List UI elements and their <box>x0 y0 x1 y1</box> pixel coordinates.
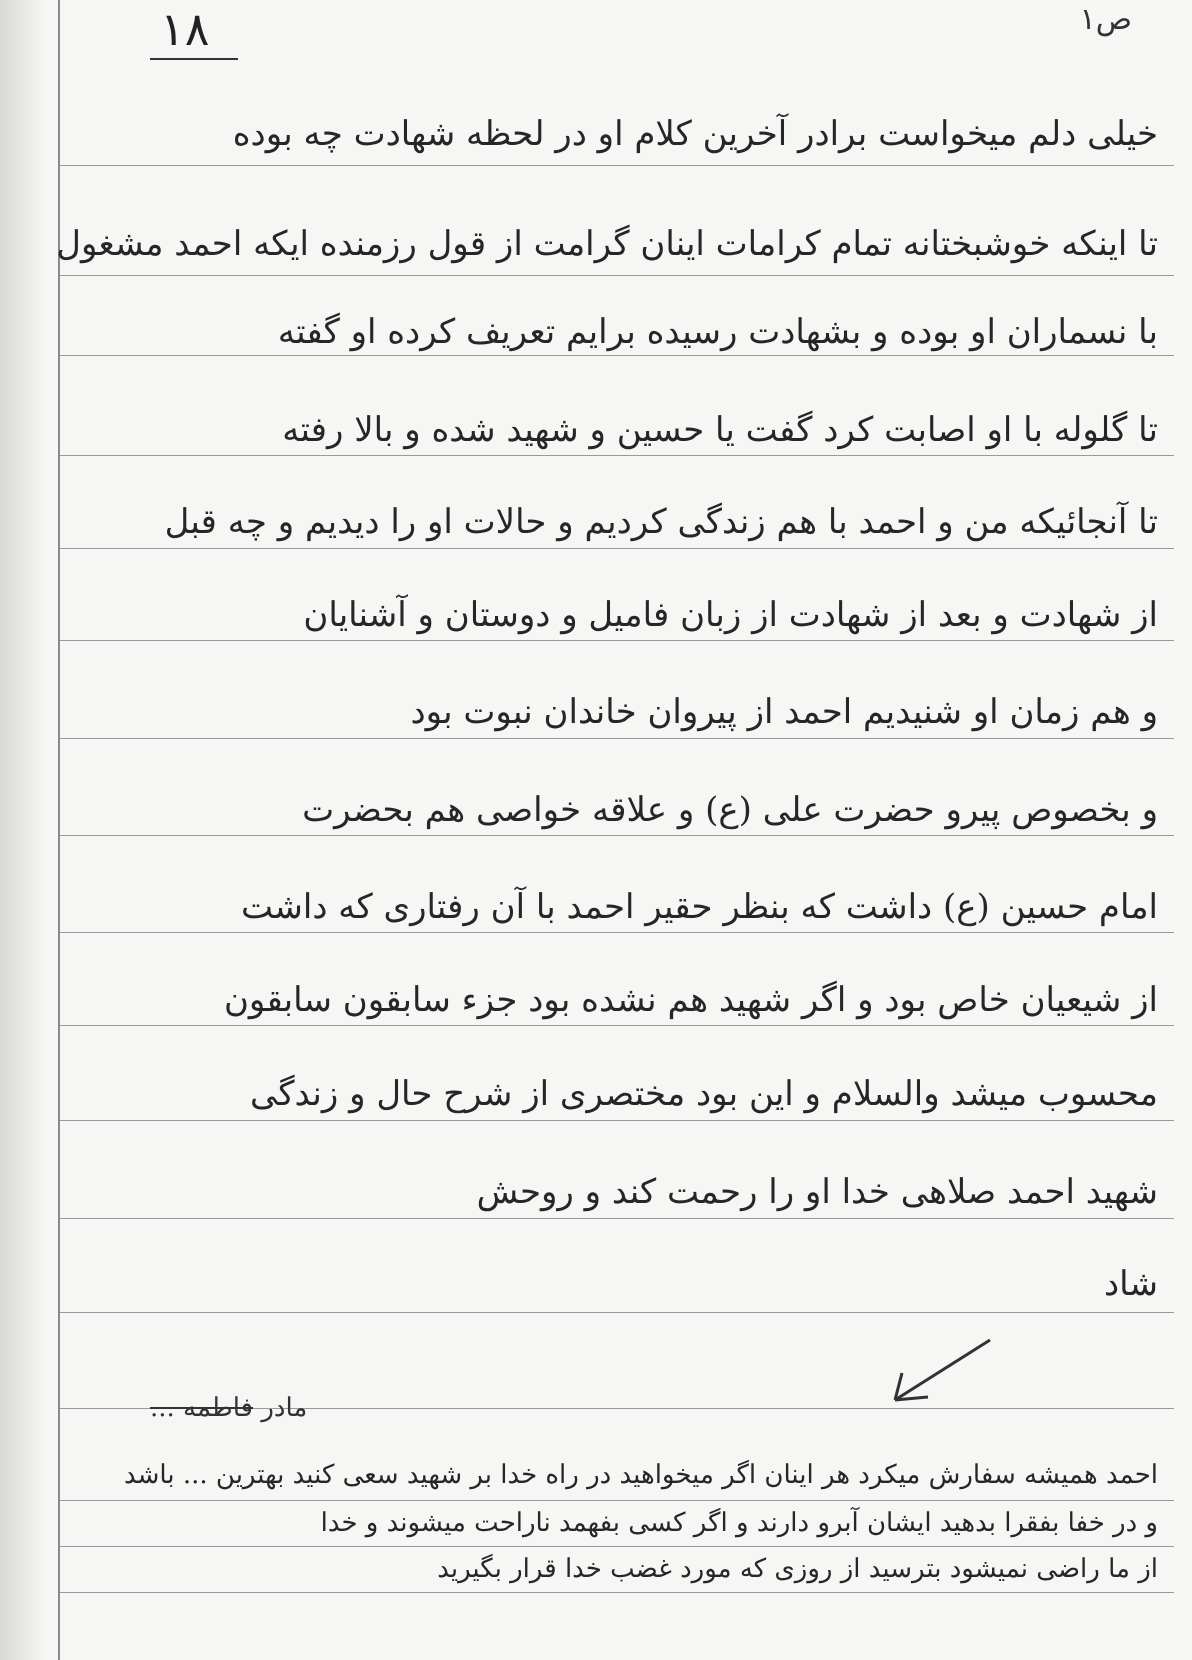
ruled-line <box>60 1218 1174 1219</box>
body-line: تا اینکه خوشبختانه تمام کرامات اینان گرامت از قول رزمنده ایکه احمد مشغول <box>56 224 1158 264</box>
body-line: و هم زمان او شنیدیم احمد از پیروان خاندان نبوت بود <box>410 692 1158 732</box>
signature-prefix: مادر <box>261 1393 308 1423</box>
ruled-line <box>60 165 1174 166</box>
body-line: تا گلوله با او اصابت کرد گفت یا حسین و شهید شده و بالا رفته <box>282 410 1158 450</box>
ruled-line <box>60 1592 1174 1593</box>
footnote-line: و در خفا بفقرا بدهید ایشان آبرو دارند و اگر کسی بفهمد ناراحت میشوند و خدا <box>320 1508 1158 1538</box>
signature <box>150 1393 307 1423</box>
ruled-line <box>60 1120 1174 1121</box>
ruled-line <box>60 1546 1174 1547</box>
body-line: با نسماران او بوده و بشهادت رسیده برایم تعریف کرده او گفته <box>277 312 1158 352</box>
scan-edge-shadow <box>0 0 46 1660</box>
ruled-line <box>60 1500 1174 1501</box>
body-line: تا آنجائیکه من و احمد با هم زندگی کردیم و حالات او را دیدیم و چه قبل <box>164 502 1158 542</box>
body-line: شاد <box>1104 1264 1158 1304</box>
page-number: ۱۸ <box>160 2 210 56</box>
footnote-line: احمد همیشه سفارش میکرد هر اینان اگر میخواهید در راه خدا بر شهید سعی کنید بهترین ... باشد <box>123 1460 1158 1490</box>
body-line: خیلی دلم میخواست برادر آخرین کلام او در لحظه شهادت چه بوده <box>232 114 1158 154</box>
body-line: از شیعیان خاص بود و اگر شهید هم نشده بود جزء سابقون سابقون <box>223 980 1158 1020</box>
ruled-line <box>60 455 1174 456</box>
ruled-line <box>60 548 1174 549</box>
ruled-line <box>60 835 1174 836</box>
ruled-line <box>60 275 1174 276</box>
page-number-underline <box>150 58 238 60</box>
body-line: شهید احمد صلاهی خدا او را رحمت کند و روحش <box>476 1172 1158 1212</box>
corner-mark: ص۱ <box>1079 2 1132 37</box>
ruled-line <box>60 1025 1174 1026</box>
ruled-line <box>60 738 1174 739</box>
ruled-line <box>60 355 1174 356</box>
signature-crossed-name: فاطمه ... <box>150 1393 254 1423</box>
body-line: و بخصوص پیرو حضرت علی (ع) و علاقه خواصی هم بحضرت <box>302 790 1158 830</box>
body-line: از شهادت و بعد از شهادت از زبان فامیل و دوستان و آشنایان <box>303 595 1158 635</box>
footnote-line: از ما راضی نمیشود بترسید از روزی که مورد غضب خدا قرار بگیرید <box>437 1554 1158 1584</box>
arrow-icon <box>880 1335 1000 1415</box>
ruled-line <box>60 932 1174 933</box>
ruled-line <box>60 640 1174 641</box>
body-line: محسوب میشد والسلام و این بود مختصری از شرح حال و زندگی <box>250 1074 1158 1114</box>
ruled-line <box>60 1312 1174 1313</box>
body-line: امام حسین (ع) داشت که بنظر حقیر احمد با آن رفتاری که داشت <box>241 887 1158 927</box>
